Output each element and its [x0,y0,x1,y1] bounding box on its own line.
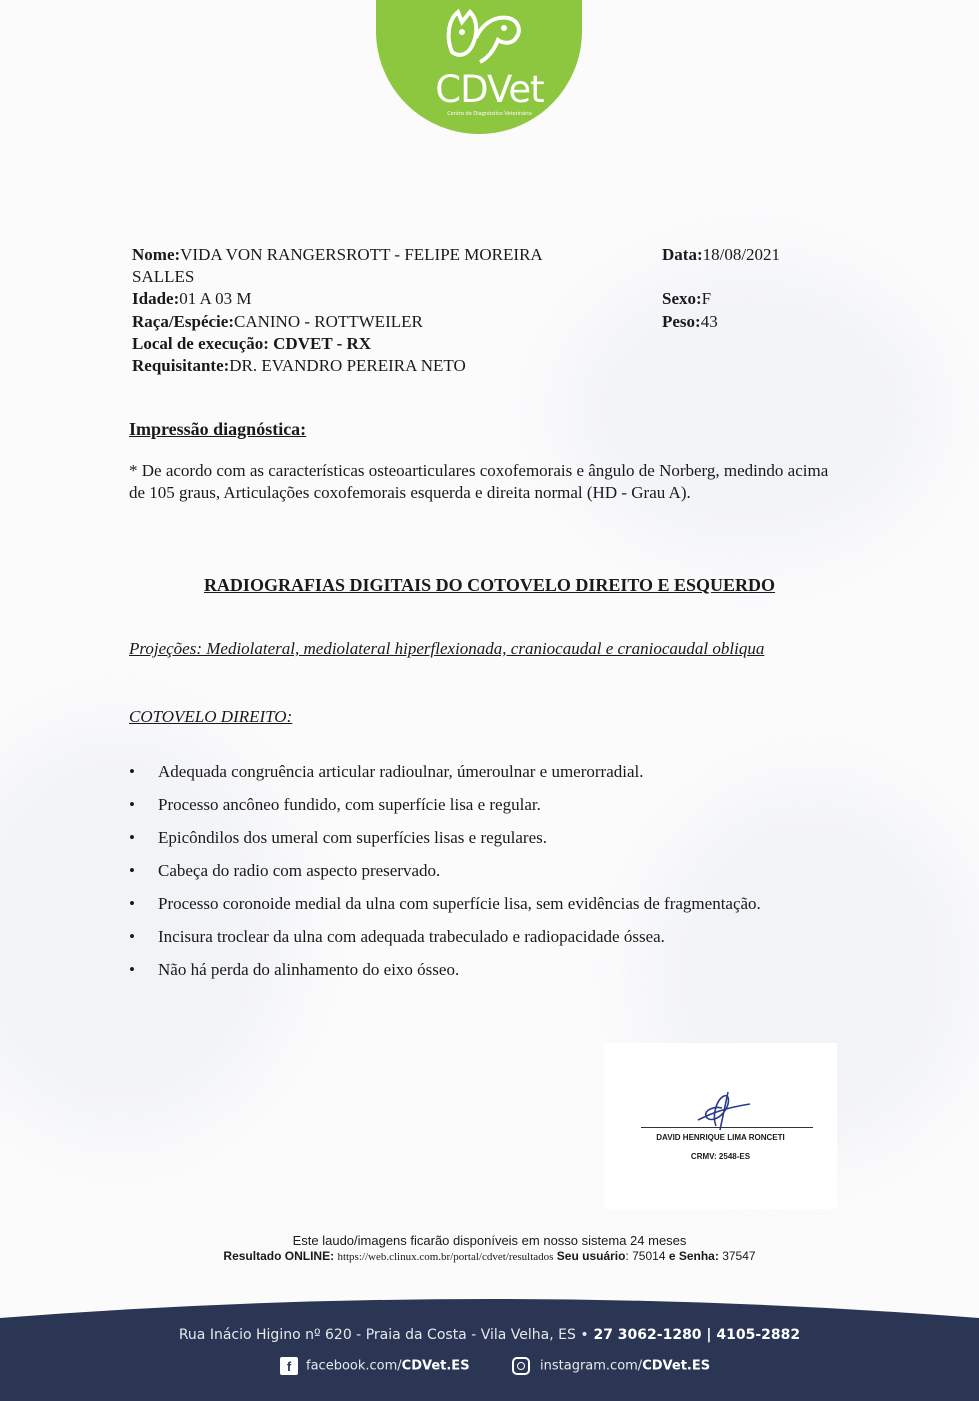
user-label: Seu usuário [556,1249,626,1263]
footer-address [0,1327,979,1343]
signature-line [641,1127,813,1128]
cat-dog-logo-icon [432,4,528,74]
facebook-handle: CDVet.ES [401,1358,470,1374]
right-elbow-heading: COTOVELO DIREITO: [129,707,293,726]
password-label: e Senha: [665,1249,719,1263]
age-label: Idade: [132,289,180,308]
date-value: 18/08/2021 [702,245,781,264]
phone-numbers: 27 3062-1280 | 4105-2882 [588,1327,801,1343]
sex-value: F [701,289,712,308]
facebook-link[interactable] [280,1357,470,1375]
patient-name-cont: SALLES [132,267,195,286]
finding-item: • Incisura troclear da ulna com adequada trabeculado e radiopacidade óssea. [129,920,841,953]
breed-label: Raça/Espécie: [132,312,234,331]
weight-value: 43 [700,312,718,331]
logo-subtitle: Centro de Diagnóstico Veterinário [447,111,532,117]
age-value: 01 A 03 M [179,289,252,308]
date-label: Data: [662,245,703,264]
requester-value: DR. EVANDRO PEREIRA NETO [229,356,466,375]
user-value: : 75014 [625,1249,666,1263]
instagram-icon [512,1357,530,1375]
online-result [0,1249,979,1263]
signer-crmv: CRMV: 2548-ES [690,1152,751,1161]
weight-label: Peso: [662,312,701,331]
name-label: Nome: [132,245,181,264]
logo-text: CDVet [435,68,544,111]
requester-label: Requisitante: [132,356,230,375]
password-value: 37547 [718,1249,756,1263]
requester [132,355,466,377]
impression-text: * De acordo com as características osteoarticulares coxofemorais e ângulo de Norberg, medindo acima de 105 graus, Articulações coxofemorais esquerda e direita normal (HD - Grau A). [129,461,829,502]
handwritten-signature [690,1090,760,1132]
online-label: Resultado ONLINE: [223,1249,335,1263]
location-value: CDVET - RX [273,334,372,353]
finding-item: • Não há perda do alinhamento do eixo ósseo. [129,953,841,986]
results-url[interactable]: https://web.clinux.com.br/portal/cdvet/resultados [337,1251,554,1263]
patient-breed [132,311,423,333]
exam-date [662,244,780,266]
findings-list [129,755,841,986]
finding-item: • Epicôndilos dos umeral com superfícies lisas e regulares. [129,821,841,854]
footer-band [0,1290,979,1401]
projections: Projeções: Mediolateral, mediolateral hiperflexionada, craniocaudal e craniocaudal obliqua [129,639,765,658]
instagram-link[interactable] [512,1357,710,1375]
name-value: VIDA VON RANGERSROTT - FELIPE MOREIRA [180,245,543,264]
patient-weight [662,311,718,333]
address-text: Rua Inácio Higino nº 620 - Praia da Costa - Vila Velha, ES • [178,1327,589,1343]
finding-item: • Cabeça do radio com aspecto preservado. [129,854,841,887]
instagram-prefix: instagram.com/ [540,1358,643,1374]
facebook-icon: f [280,1357,298,1375]
finding-item: • Processo coronoide medial da ulna com superfície lisa, sem evidências de fragmentação. [129,887,841,920]
facebook-prefix: facebook.com/ [306,1358,402,1374]
breed-value: CANINO - ROTTWEILER [233,312,423,331]
location-label: Local de execução: [132,334,274,353]
finding-item: • Processo ancôneo fundido, com superfície lisa e regular. [129,788,841,821]
availability-note: Este laudo/imagens ficarão disponíveis em nosso sistema 24 meses [292,1233,687,1248]
signer-name: DAVID HENRIQUE LIMA RONCETI [656,1133,785,1142]
background-watermark [560,260,940,560]
patient-sex [662,288,711,310]
impression-title: Impressão diagnóstica: [129,419,307,439]
instagram-handle: CDVet.ES [642,1358,711,1374]
patient-age [132,288,252,310]
sex-label: Sexo: [662,289,702,308]
exec-location [132,333,371,355]
exam-heading: RADIOGRAFIAS DIGITAIS DO COTOVELO DIREITO E ESQUERDO [203,575,776,595]
patient-name [132,244,602,266]
finding-item: • Adequada congruência articular radioulnar, úmeroulnar e umerorradial. [129,755,841,788]
